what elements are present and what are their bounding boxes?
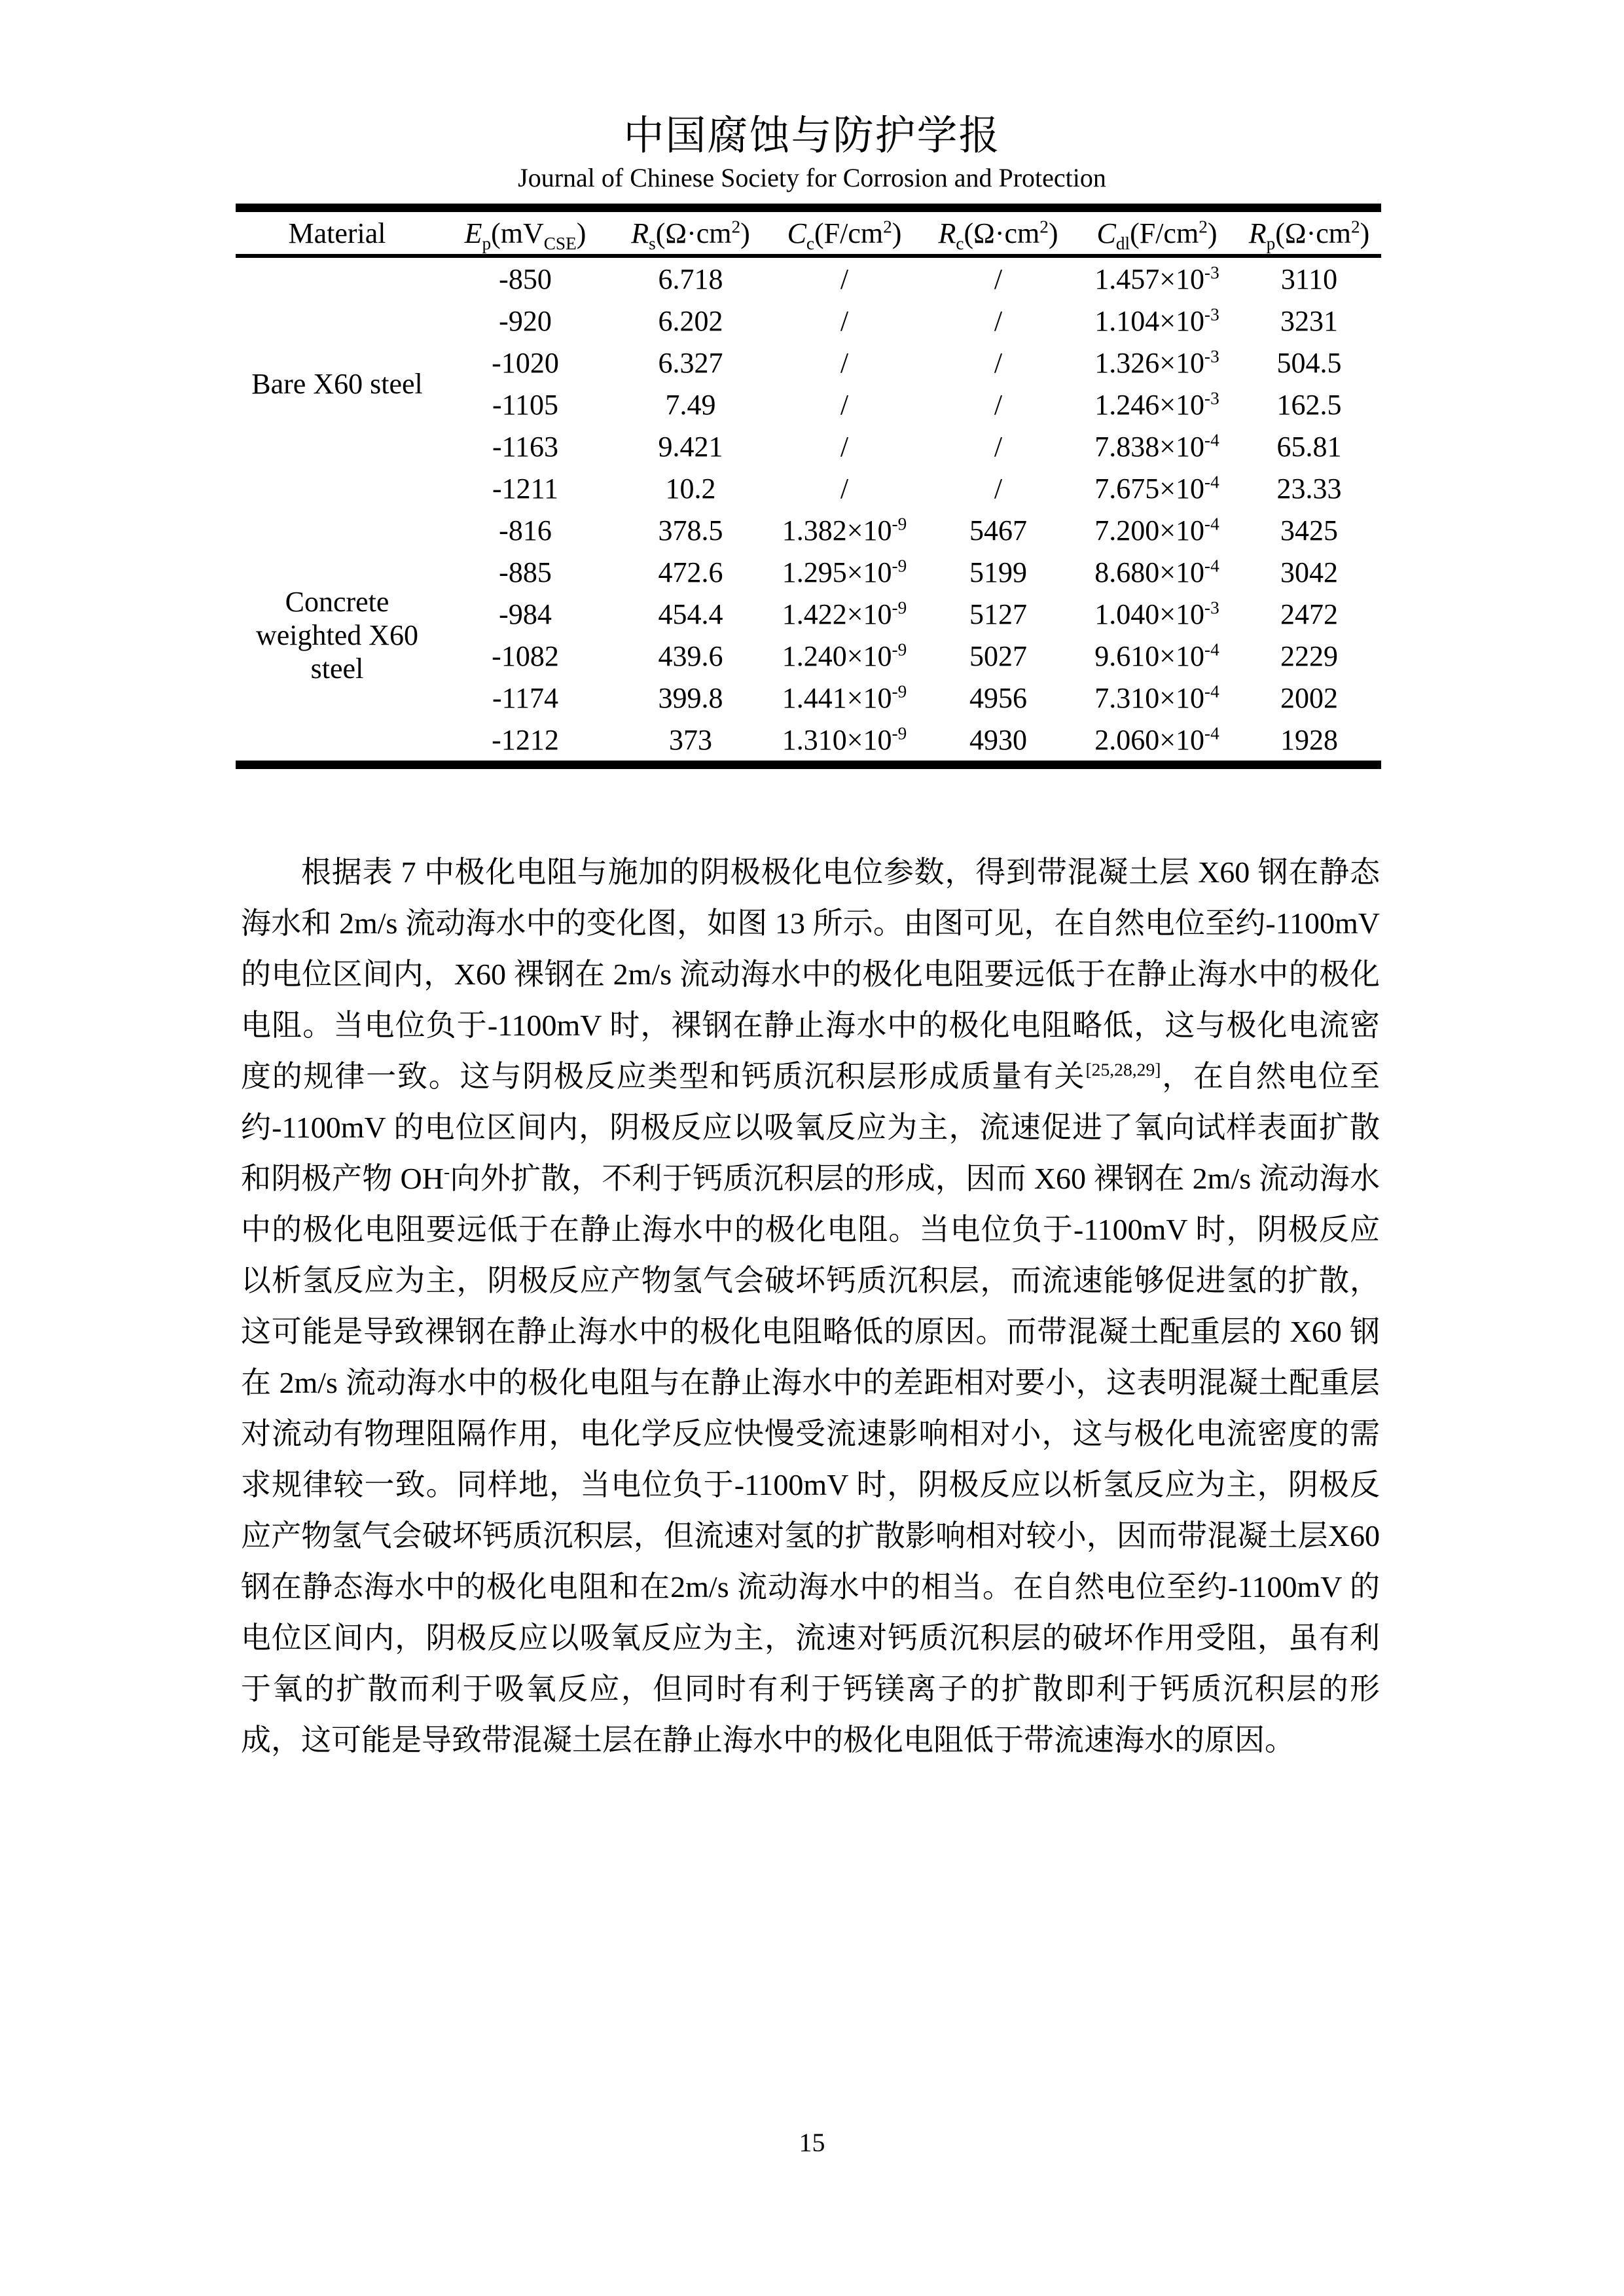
- subscript-text: dl: [1115, 233, 1130, 253]
- column-header: [1237, 208, 1381, 257]
- table-cell: /: [994, 304, 1003, 337]
- exponent: -4: [1204, 471, 1219, 492]
- polarization-parameters-table: [236, 204, 1381, 769]
- table-cell: $7.200\times 10^{-4}$: [1094, 513, 1219, 547]
- table-cell: /: [840, 262, 849, 295]
- table-cell: $1.240\times 10^{-9}$: [782, 639, 907, 672]
- table-header-row: [236, 208, 1381, 257]
- exponent: -4: [1204, 429, 1219, 450]
- table-cell: /: [840, 304, 849, 337]
- subscript-text: c: [806, 233, 815, 253]
- table-cell: /: [840, 388, 849, 421]
- table-cell: 5467: [969, 514, 1027, 547]
- table-cell: 10.2: [665, 472, 716, 505]
- table-cell: $1.457\times 10^{-3}$: [1094, 262, 1219, 295]
- table-cell: $1.104\times 10^{-3}$: [1094, 304, 1219, 337]
- table-cell: 373: [669, 723, 712, 756]
- table-cell: 4956: [969, 681, 1027, 714]
- text-segment: (Ω·cm: [655, 217, 732, 249]
- material-cell: Bare X60 steel: [251, 367, 423, 400]
- superscript-text: [25,28,29]: [1085, 1059, 1161, 1080]
- table-cell: -1163: [492, 430, 559, 463]
- table-body: [236, 256, 1381, 765]
- superscript-text: 2: [1199, 216, 1208, 236]
- table-cell: $1.441\times 10^{-9}$: [782, 681, 907, 714]
- table-cell: 6.718: [658, 262, 723, 295]
- table-cell: -1105: [492, 388, 559, 421]
- text-segment: ): [576, 217, 586, 249]
- table-row: [236, 509, 1381, 551]
- table-cell: 2472: [1280, 598, 1338, 630]
- table-cell: $9.610\times 10^{-4}$: [1094, 639, 1219, 672]
- text-segment: 根据表 7 中极化电阻与施加的阴极极化电位参数，得到带混凝土层 X60 钢在静态海水和 2m/s 流动海水中的变化图，如图 13 所示。由图可见，在自然电位至约-1100mV 的电位区间内，X60 裸钢在 2m/s 流动海水中的极化电阻要远低于在静止海水中的极化电阻。当电位负于-1100mV 时，裸钢在静止海水中的极化电阻略低，这与极化电流密度的规律一致。这与阴极反应类型和钙质沉积层形成质量有关: [241, 855, 1380, 1093]
- table-cell: 472.6: [658, 556, 723, 588]
- text-segment: ): [1207, 217, 1218, 249]
- table-cell: -1020: [492, 346, 559, 379]
- table-cell: $1.422\times 10^{-9}$: [782, 597, 907, 630]
- text-segment: (F/cm: [1130, 217, 1199, 249]
- table-cell: /: [994, 346, 1003, 379]
- text-segment: (F/cm: [814, 217, 884, 249]
- text-segment: C: [787, 217, 806, 249]
- table-cell: -984: [499, 598, 552, 630]
- text-segment: R: [938, 217, 956, 249]
- table-cell: $1.040\times 10^{-3}$: [1094, 597, 1219, 630]
- table-cell: 4930: [969, 723, 1027, 756]
- table-cell: /: [840, 472, 849, 505]
- exponent: -3: [1204, 387, 1219, 408]
- table-cell: $7.838\times 10^{-4}$: [1094, 429, 1219, 463]
- table-cell: -885: [499, 556, 552, 588]
- table-cell: 9.421: [658, 430, 723, 463]
- table-cell: 7.49: [665, 388, 716, 421]
- table-cell: 378.5: [658, 514, 723, 547]
- table-cell: -850: [499, 262, 552, 295]
- superscript-text: 2: [731, 216, 741, 236]
- table-header: [236, 208, 1381, 257]
- subscript-text: c: [956, 233, 964, 253]
- table-cell: /: [840, 430, 849, 463]
- table-cell: 6.202: [658, 304, 723, 337]
- table-cell: -1174: [492, 681, 559, 714]
- table-cell: /: [994, 472, 1003, 505]
- exponent: -4: [1204, 639, 1219, 659]
- table-cell: 65.81: [1276, 430, 1342, 463]
- table-cell: $7.310\times 10^{-4}$: [1094, 681, 1219, 714]
- exponent: -9: [892, 681, 907, 701]
- column-header: [439, 208, 612, 257]
- exponent: -3: [1204, 304, 1219, 324]
- exponent: -4: [1204, 513, 1219, 533]
- subscript-text: s: [649, 233, 656, 253]
- table-cell: $2.060\times 10^{-4}$: [1094, 723, 1219, 756]
- table-cell: $1.295\times 10^{-9}$: [782, 555, 907, 588]
- table-cell: $1.246\times 10^{-3}$: [1094, 387, 1219, 421]
- table-cell: 439.6: [658, 639, 723, 672]
- table-cell: 3042: [1280, 556, 1338, 588]
- table-cell: 2002: [1280, 681, 1338, 714]
- text-segment: (Ω·cm: [1275, 217, 1351, 249]
- column-header: [769, 208, 920, 257]
- subscript-text: p: [1266, 233, 1276, 253]
- table-cell: /: [994, 388, 1003, 421]
- column-header: [1077, 208, 1237, 257]
- text-segment: (Ω·cm: [964, 217, 1040, 249]
- column-header: [612, 208, 769, 257]
- table-cell: 5199: [969, 556, 1027, 588]
- table-cell: /: [994, 430, 1003, 463]
- table-cell: -1082: [492, 639, 559, 672]
- table-cell: /: [994, 262, 1003, 295]
- exponent: -9: [892, 513, 907, 533]
- table-cell: 2229: [1280, 639, 1338, 672]
- table-cell: -1212: [492, 723, 559, 756]
- text-segment: ，在自然电位至约-1100mV 的电位区间内，阴极反应以吸氧反应为主，流速促进了氧向试样表面扩散和阴极产物 OH: [241, 1060, 1380, 1195]
- exponent: -3: [1204, 346, 1219, 366]
- exponent: -4: [1204, 681, 1219, 701]
- column-header: [920, 208, 1077, 257]
- table-cell: 3110: [1280, 262, 1338, 295]
- subscript-text: CSE: [543, 233, 577, 253]
- text-segment: R: [631, 217, 649, 249]
- table-cell: /: [840, 346, 849, 379]
- table-cell: 504.5: [1276, 346, 1342, 379]
- column-header: [236, 208, 439, 257]
- page-number: 15: [799, 2128, 825, 2157]
- table-cell: 5027: [969, 639, 1027, 672]
- table-cell: $1.326\times 10^{-3}$: [1094, 346, 1219, 379]
- table-cell: 3425: [1280, 514, 1338, 547]
- text-segment: 向外扩散，不利于钙质沉积层的形成，因而 X60 裸钢在 2m/s 流动海水中的极化电阻要远低于在静止海水中的极化电阻。当电位负于-1100mV 时，阴极反应以析氢反应为主，阴极反应产物氢气会破坏钙质沉积层，而流速能够促进氢的扩散，这可能是导致裸钢在静止海水中的极化电阻略低的原因。而带混凝土配重层的 X60 钢在 2m/s 流动海水中的极化电阻与在静止海水中的差距相对要小，这表明混凝土配重层对流动有物理阻隔作用，电化学反应快慢受流速影响相对小，这与极化电流密度的需求规律较一致。同样地，当电位负于-1100mV 时，阴极反应以析氢反应为主，阴极反应产物氢气会破坏钙质沉积层，但流速对氢的扩散影响相对较小，因而带混凝土层X60 钢在静态海水中的极化电阻和在2m/s 流动海水中的相当。在自然电位至约-1100mV 的电位区间内，阴极反应以吸氧反应为主，流速对钙质沉积层的破坏作用受阻，虽有利于氧的扩散而利于吸氧反应，但同时有利于钙镁离子的扩散即利于钙质沉积层的形成，这可能是导致带混凝土层在静止海水中的极化电阻低于带流速海水的原因。: [241, 1162, 1380, 1757]
- text-segment: Material: [288, 217, 386, 249]
- text-segment: C: [1096, 217, 1116, 249]
- table-cell: $1.310\times 10^{-9}$: [782, 723, 907, 756]
- exponent: -9: [892, 597, 907, 617]
- exponent: -9: [892, 723, 907, 743]
- table-cell: $1.382\times 10^{-9}$: [782, 513, 907, 547]
- table-cell: 162.5: [1276, 388, 1342, 421]
- journal-header: [0, 113, 1624, 194]
- exponent: -4: [1204, 555, 1219, 575]
- table-cell: $8.680\times 10^{-4}$: [1094, 555, 1219, 588]
- text-segment: ): [740, 217, 750, 249]
- journal-title-en: Journal of Chinese Society for Corrosion and Protection: [518, 163, 1106, 192]
- table-cell: 5127: [969, 598, 1027, 630]
- body-paragraph: [241, 847, 1380, 1766]
- superscript-text: 2: [883, 216, 892, 236]
- exponent: -9: [892, 639, 907, 659]
- exponent: -4: [1204, 723, 1219, 743]
- table-cell: 454.4: [658, 598, 723, 630]
- table-cell: -1211: [492, 472, 559, 505]
- text-segment: ): [892, 217, 902, 249]
- table-cell: 3231: [1280, 304, 1338, 337]
- table-cell: -816: [499, 514, 552, 547]
- subscript-text: p: [482, 233, 492, 253]
- superscript-text: 2: [1039, 216, 1049, 236]
- table-cell: 23.33: [1276, 472, 1342, 505]
- table-cell: 1928: [1280, 723, 1338, 756]
- table-row: [236, 256, 1381, 300]
- table-cell: 399.8: [658, 681, 723, 714]
- superscript-text: -: [443, 1161, 450, 1182]
- text-segment: R: [1248, 217, 1267, 249]
- exponent: -3: [1204, 597, 1219, 617]
- table-cell: 6.327: [658, 346, 723, 379]
- table-cell: -920: [499, 304, 552, 337]
- text-segment: (mV: [491, 217, 544, 249]
- superscript-text: 2: [1351, 216, 1360, 236]
- material-cell: Concrete weighted X60 steel: [255, 585, 419, 685]
- text-segment: ): [1048, 217, 1058, 249]
- journal-title-zh: 中国腐蚀与防护学报: [623, 114, 1001, 158]
- text-segment: E: [464, 217, 482, 249]
- table-cell: $7.675\times 10^{-4}$: [1094, 471, 1219, 505]
- exponent: -9: [892, 555, 907, 575]
- exponent: -3: [1204, 262, 1219, 282]
- text-segment: ): [1360, 217, 1370, 249]
